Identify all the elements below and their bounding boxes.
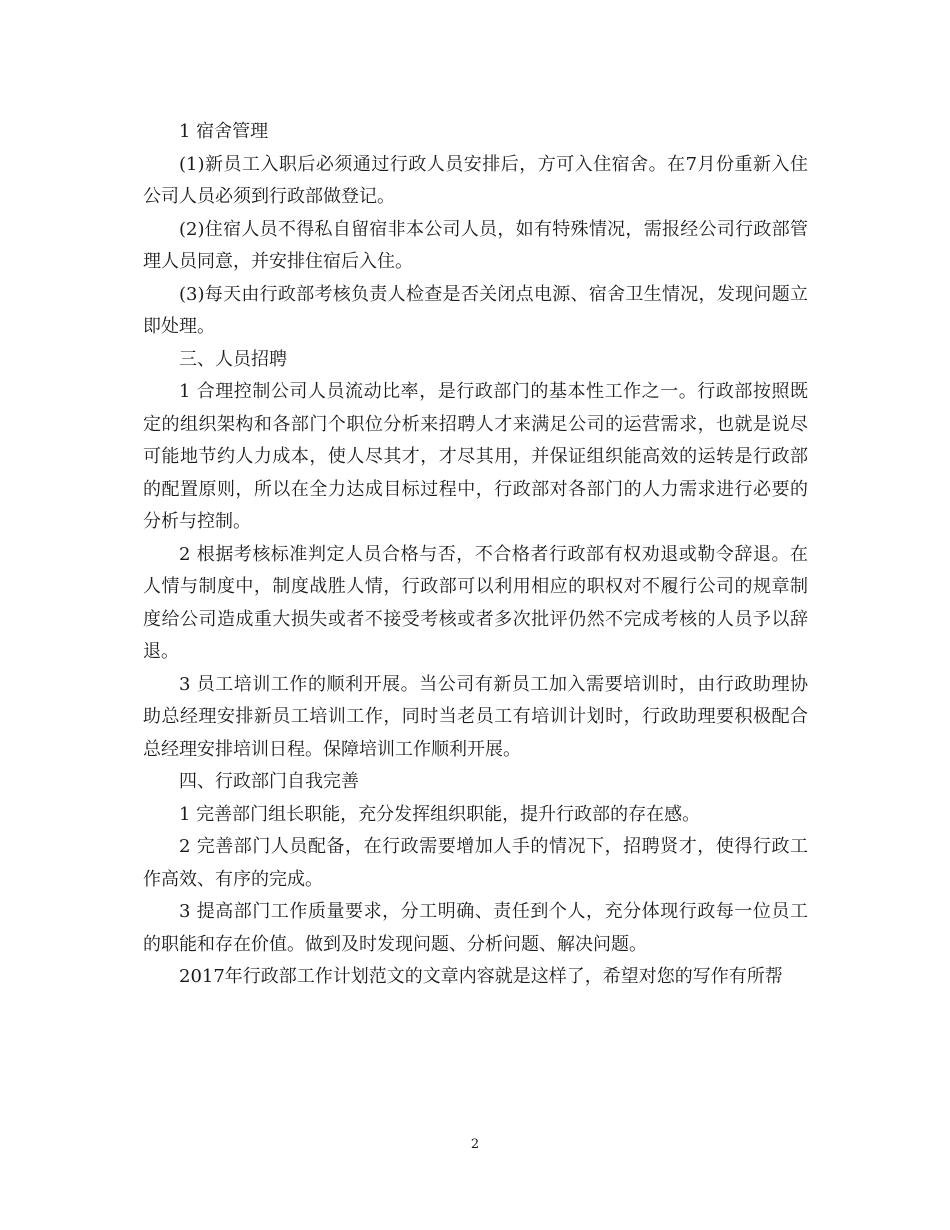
section-heading-recruitment: 三、人员招聘 — [179, 348, 287, 370]
paragraph-recruitment-2: 2 根据考核标准判定人员合格与否，不合格者行政部有权劝退或勒令辞退。在人情与制度中，制度战胜人情，行政部可以利用相应的职权对不履行公司的规章制度给公司造成重大损失或者不接受考核或者多次批评仍然不完成考核的人员予以辞退。 — [143, 543, 808, 662]
paragraph-dormitory-2: (2)住宿人员不得私自留宿非本公司人员，如有特殊情况，需报经公司行政部管理人员同意，并安排住宿后入住。 — [143, 218, 808, 272]
section-heading-dormitory: 1 宿舍管理 — [179, 121, 269, 142]
paragraph-recruitment-3: 3 员工培训工作的顺利开展。当公司有新员工加入需要培训时，由行政助理协助总经理安排新员工培训工作，同时当老员工有培训计划时，行政助理要积极配合总经理安排培训日程。保障培训工作顺利开展。 — [143, 673, 808, 760]
paragraph-improvement-2: 2 完善部门人员配备，在行政需要增加人手的情况下，招聘贤才，使得行政工作高效、有序的完成。 — [143, 836, 808, 890]
section-heading-self-improvement: 四、行政部门自我完善 — [179, 771, 359, 792]
paragraph-closing: 2017年行政部工作计划范文的文章内容就是这样了，希望对您的写作有所帮 — [179, 966, 783, 987]
page-number: 2 — [470, 1137, 480, 1152]
paragraph-improvement-3: 3 提高部门工作质量要求，分工明确、责任到个人，充分体现行政每一位员工的职能和存在价值。做到及时发现问题、分析问题、解决问题。 — [143, 901, 808, 955]
paragraph-dormitory-1: (1)新员工入职后必须通过行政人员安排后，方可入住宿舍。在7月份重新入住公司人员必须到行政部做登记。 — [143, 153, 808, 207]
paragraph-recruitment-1: 1 合理控制公司人员流动比率，是行政部门的基本性工作之一。行政部按照既定的组织架构和各部门个职位分析来招聘人才来满足公司的运营需求，也就是说尽可能地节约人力成本，使人尽其才，才尽其用，并保证组织能高效的运转是行政部的配置原则，所以在全力达成目标过程中，行政部对各部门的人力需求进行必要的分析与控制。 — [143, 381, 808, 532]
document-body — [143, 116, 808, 994]
paragraph-improvement-1: 1 完善部门组长职能，充分发挥组织职能，提升行政部的存在感。 — [179, 803, 701, 825]
paragraph-dormitory-3: (3)每天由行政部考核负责人检查是否关闭点电源、宿舍卫生情况，发现问题立即处理。 — [143, 283, 808, 337]
